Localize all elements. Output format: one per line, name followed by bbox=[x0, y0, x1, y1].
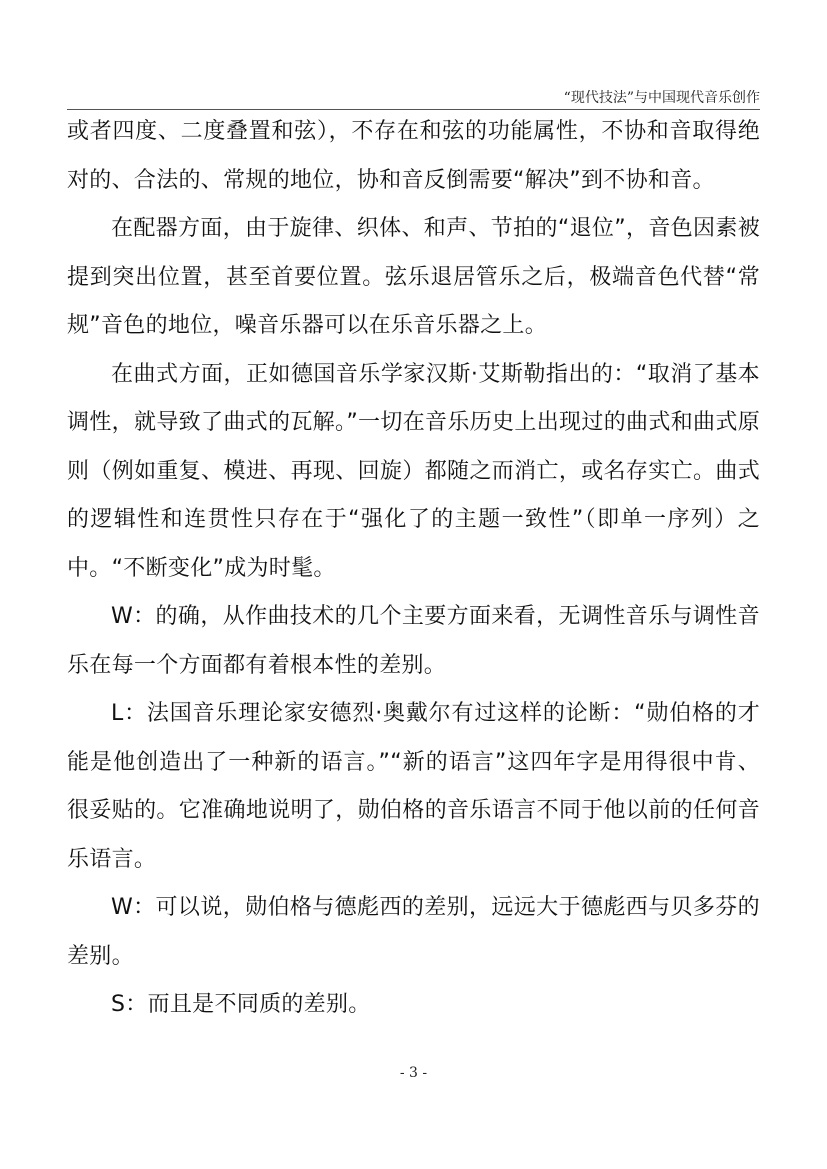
paragraph: 在配器方面，由于旋律、织体、和声、节拍的“退位”，音色因素被提到突出位置，甚至首要位置。弦乐退居管乐之后，极端音色代替“常规”音色的地位，噪音乐器可以在乐音乐器之上。 bbox=[67, 216, 760, 338]
body-text bbox=[67, 108, 760, 1030]
paragraph: 在曲式方面，正如德国音乐学家汉斯·艾斯勒指出的：“取消了基本调性，就导致了曲式的瓦解。”一切在音乐历史上出现过的曲式和曲式原则（例如重复、模进、再现、回旋）都随之而消亡，或名存实亡。曲式的逻辑性和连贯性只存在于“强化了的主题一致性”（即单一序列）之中。“不断变化”成为时髦。 bbox=[67, 361, 760, 581]
paragraph: L：法国音乐理论家安德烈·奥戴尔有过这样的论断：“勋伯格的才能是他创造出了一种新的语言。”“新的语言”这四年字是用得很中肯、很妥贴的。它准确地说明了，勋伯格的音乐语言不同于他以前的任何音乐语言。 bbox=[67, 701, 760, 872]
paragraph: W：的确，从作曲技术的几个主要方面来看，无调性音乐与调性音乐在每一个方面都有着根本性的差别。 bbox=[67, 604, 760, 678]
paragraph: S：而且是不同质的差别。 bbox=[111, 992, 371, 1017]
paragraph: W：可以说，勋伯格与德彪西的差别，远远大于德彪西与贝多芬的差别。 bbox=[67, 895, 760, 969]
running-header: “现代技法”与中国现代音乐创作 bbox=[563, 90, 760, 106]
page-number: - 3 - bbox=[399, 1065, 428, 1081]
paragraph: 或者四度、二度叠置和弦），不存在和弦的功能属性，不协和音取得绝对的、合法的、常规的地位，协和音反倒需要“解决”到不协和音。 bbox=[67, 119, 760, 193]
